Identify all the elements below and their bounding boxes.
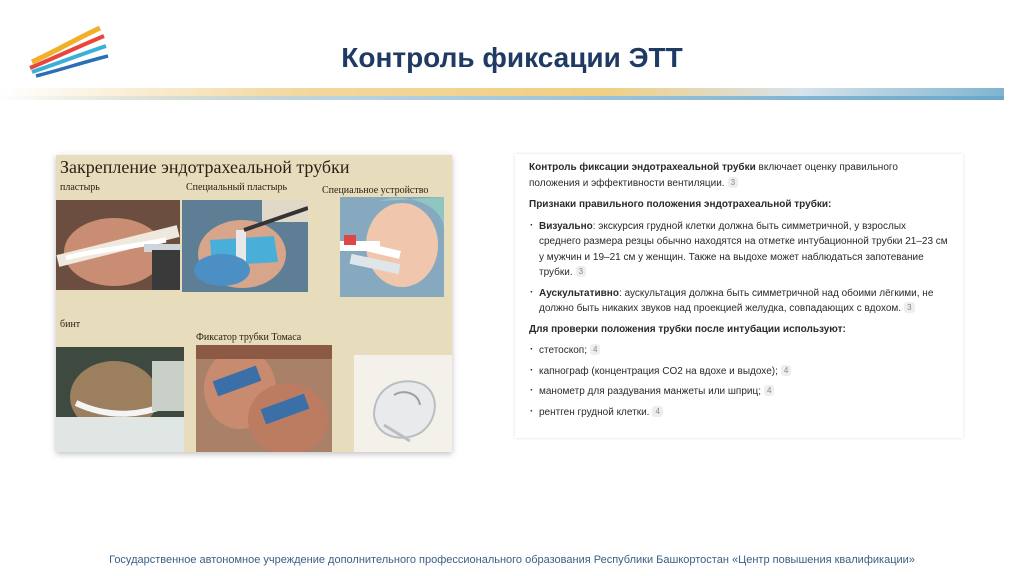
caption-special-device: Специальное устройство	[322, 185, 429, 196]
collage-title: Закрепление эндотрахеальной трубки	[60, 157, 350, 177]
intro-paragraph	[529, 160, 949, 191]
intro-bold: Контроль фиксации эндотрахеальной трубки	[529, 162, 756, 173]
thomas-holder-photo	[196, 345, 332, 452]
plaster-photo	[56, 200, 180, 290]
list-item-auscultation: · Аускультативно: аускультация должна быть симметричной над обоими лёгкими, не должно быть никаких звуков над проекцией желудка, совпадающих с вдохом. 3	[529, 286, 949, 317]
slide-footer: Государственное автономное учреждение дополнительного профессионального образования Республики Башкортостан «Центр повышения квалификации»	[109, 554, 915, 566]
header-stripe-accent	[0, 96, 1004, 100]
special-plaster-photo	[182, 200, 308, 292]
slide-title: Контроль фиксации ЭТТ	[341, 42, 683, 73]
info-panel	[515, 154, 963, 438]
caption-plaster: пластырь	[60, 182, 100, 193]
source-ref-badge[interactable]: 4	[652, 406, 662, 417]
caption-special-plaster: Специальный пластырь	[186, 182, 288, 193]
source-ref-badge[interactable]: 3	[576, 266, 586, 277]
check-heading: Для проверки положения трубки после интубации используют:	[529, 323, 846, 335]
caption-bandage: бинт	[60, 319, 81, 330]
source-ref-badge[interactable]: 4	[764, 385, 774, 396]
list-item-tool: · стетоскоп; 4	[529, 343, 949, 359]
source-ref-badge[interactable]: 3	[728, 177, 738, 188]
fixation-collage	[56, 155, 452, 452]
caption-thomas-holder: Фиксатор трубки Томаса	[196, 332, 302, 343]
list-item-tool: · рентген грудной клетки. 4	[529, 405, 949, 421]
list-item-tool: · капнограф (концентрация CO2 на вдохе и выдохе); 4	[529, 364, 949, 380]
intro-text: включает оценку правильного положения и эффективности вентиляции.	[529, 162, 898, 189]
list-item-visual: · Визуально: экскурсия грудной клетки должна быть симметричной, у взрослых среднего размера резцы обычно находятся на отметке интубационной трубки 21–23 см у мужчин и 19–21 см у женщин. Также на выдохе может наблюдаться запотевание трубки. 3	[529, 219, 949, 281]
source-ref-badge[interactable]: 4	[590, 344, 600, 355]
special-device-photo	[340, 197, 444, 297]
list-item-tool: · манометр для раздувания манжеты или шприц; 4	[529, 384, 949, 400]
source-ref-badge[interactable]: 4	[781, 365, 791, 376]
signs-heading: Признаки правильного положения эндотрахеальной трубки:	[529, 199, 832, 210]
tube-holder-device-photo	[354, 355, 452, 452]
bandage-photo	[56, 347, 184, 452]
source-ref-badge[interactable]: 3	[904, 302, 914, 313]
